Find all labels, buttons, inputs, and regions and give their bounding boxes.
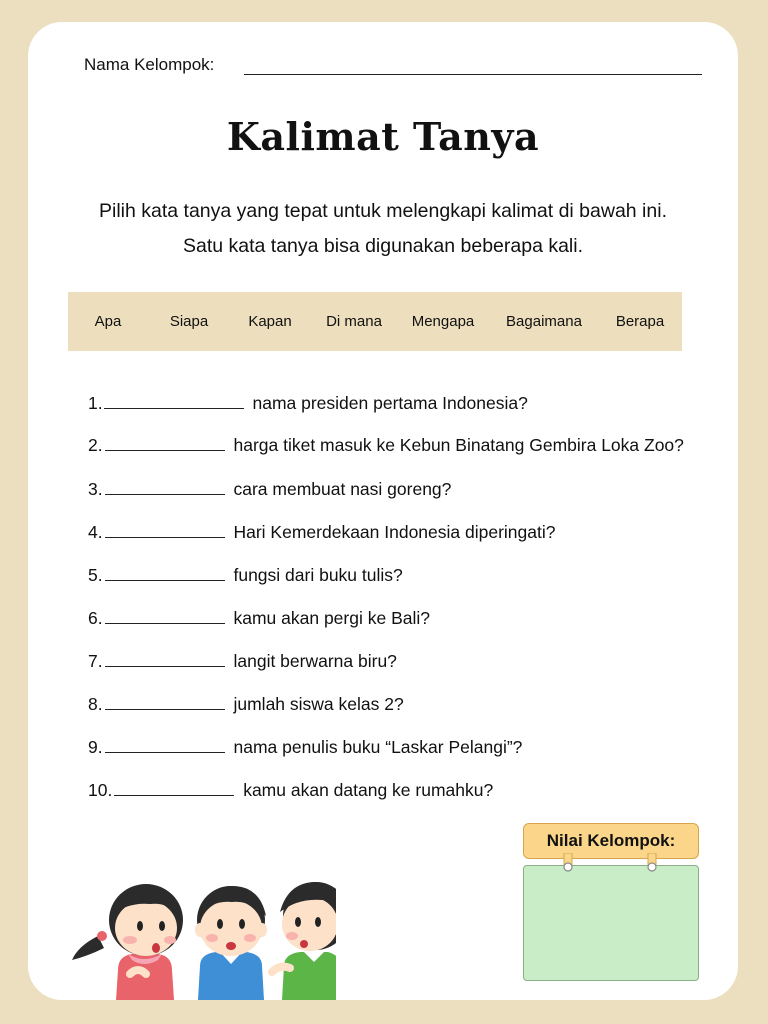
question-text: jumlah siswa kelas 2? — [233, 694, 404, 714]
word-bank-item: Apa — [94, 313, 122, 330]
question-text: kamu akan datang ke rumahku? — [243, 780, 494, 800]
word-bank-item: Bagaimana — [506, 313, 582, 330]
question-text: kamu akan pergi ke Bali? — [233, 608, 430, 628]
question-text: nama penulis buku “Laskar Pelangi”? — [233, 737, 523, 757]
question-item — [88, 651, 397, 672]
answer-blank[interactable] — [114, 781, 234, 796]
boy-blue-shirt-icon — [195, 886, 267, 1000]
word-bank-item: Di mana — [326, 313, 382, 330]
word-bank-item: Siapa — [169, 313, 209, 330]
question-item — [88, 565, 403, 586]
question-item — [88, 479, 451, 500]
question-text: langit berwarna biru? — [233, 651, 397, 671]
instruction-line-1: Pilih kata tanya yang tepat untuk melengkapi kalimat di bawah ini. — [98, 200, 667, 222]
question-number: 5. — [88, 565, 103, 585]
question-number: 1. — [88, 393, 103, 413]
score-label: Nilai Kelompok: — [546, 831, 676, 850]
question-item — [88, 737, 522, 758]
score-panel — [523, 823, 701, 983]
answer-blank[interactable] — [105, 652, 225, 667]
worksheet-page — [28, 22, 738, 1000]
hanger-hook-icon — [647, 853, 657, 873]
three-kids-talking-icon — [66, 848, 336, 1000]
question-item — [88, 393, 528, 414]
answer-blank[interactable] — [105, 436, 225, 451]
boy-green-shirt-icon — [272, 882, 336, 1000]
word-bank-item: Mengapa — [411, 313, 475, 330]
answer-blank[interactable] — [105, 523, 225, 538]
question-item — [88, 435, 684, 456]
question-number: 7. — [88, 651, 103, 671]
question-number: 4. — [88, 522, 103, 542]
group-name-label: Nama Kelompok: — [84, 55, 215, 74]
question-item — [88, 694, 404, 715]
score-label-box — [523, 823, 699, 859]
answer-blank[interactable] — [105, 566, 225, 581]
question-number: 10. — [88, 780, 113, 800]
question-text: nama presiden pertama Indonesia? — [252, 393, 528, 413]
question-text: Hari Kemerdekaan Indonesia diperingati? — [233, 522, 556, 542]
answer-blank[interactable] — [105, 738, 225, 753]
question-text: cara membuat nasi goreng? — [233, 479, 452, 499]
question-number: 9. — [88, 737, 103, 757]
answer-blank[interactable] — [105, 609, 225, 624]
answer-blank[interactable] — [105, 695, 225, 710]
question-number: 2. — [88, 435, 103, 455]
question-text: fungsi dari buku tulis? — [233, 565, 403, 585]
word-bank-item: Berapa — [615, 313, 665, 330]
answer-blank[interactable] — [105, 480, 225, 495]
hanger-hook-icon — [563, 853, 573, 873]
word-bank-item: Kapan — [248, 313, 292, 330]
answer-blank[interactable] — [104, 394, 244, 409]
girl-icon — [72, 884, 183, 1000]
instruction-line-2: Satu kata tanya bisa digunakan beberapa kali. — [182, 235, 584, 257]
question-number: 3. — [88, 479, 103, 499]
score-box[interactable] — [523, 865, 699, 981]
question-item — [88, 522, 556, 543]
question-text: harga tiket masuk ke Kebun Binatang Gembira Loka Zoo? — [233, 435, 684, 455]
question-item — [88, 780, 493, 801]
question-number: 8. — [88, 694, 103, 714]
question-number: 6. — [88, 608, 103, 628]
worksheet-title: Kalimat Tanya — [226, 114, 540, 159]
question-item — [88, 608, 430, 629]
